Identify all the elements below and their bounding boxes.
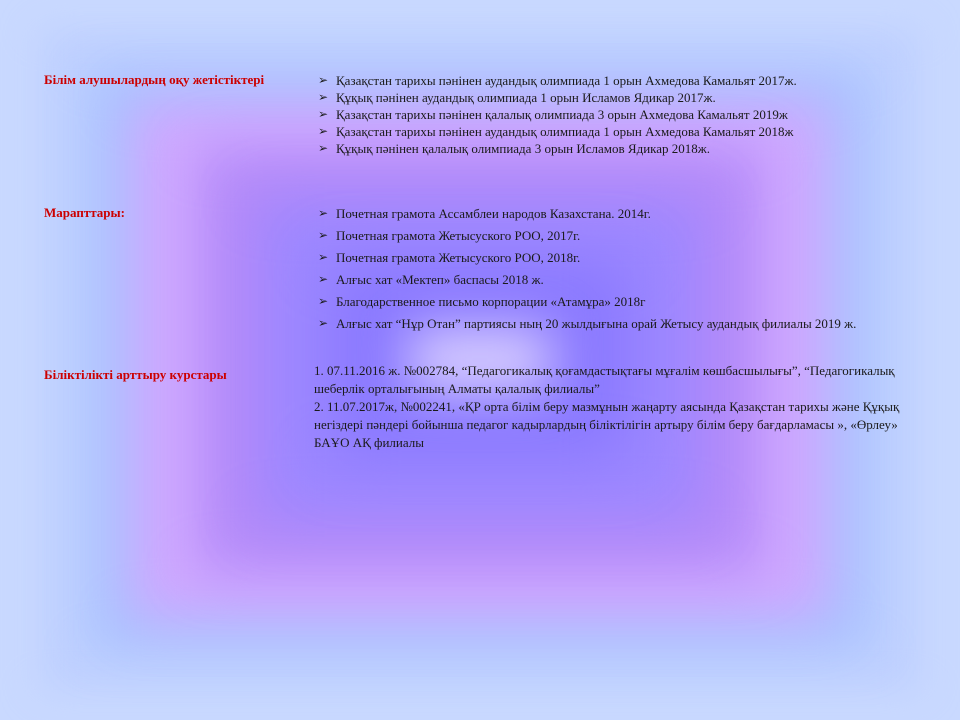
list-item: ➢ Құқық пәнінен аудандық олимпиада 1 орын Исламов Ядикар 2017ж. (318, 90, 716, 105)
list-item: ➢ Почетная грамота Жетысуского РОО, 2017г. (318, 228, 581, 243)
list-item: ➢ Алғыс хат “Нұр Отан” партиясы ның 20 жылдығына орай Жетысу аудандық филиалы 2019 ж. (318, 316, 857, 331)
arrowhead-bullet-icon: ➢ (318, 90, 329, 104)
arrowhead-bullet-icon: ➢ (318, 250, 329, 264)
arrowhead-bullet-icon: ➢ (318, 272, 329, 286)
awards-list (318, 205, 898, 337)
achievements-list (318, 72, 797, 157)
courses-text (314, 362, 914, 452)
course-entry: 2. 11.07.2017ж, №002241, «ҚР орта білім беру мазмұнын жаңарту аясында Қазақстан тарихы және Құқық негіздері пәндері бойынша педагог кадырлардың біліктілігін артыру білім беру бағдарламасы », «Өрлеу» БАҰО АҚ филиалы (314, 399, 900, 450)
list-item: ➢ Құқық пәнінен қалалық олимпиада 3 орын Исламов Ядикар 2018ж. (318, 141, 711, 156)
list-item: ➢ Алғыс хат «Мектеп» баспасы 2018 ж. (318, 272, 544, 287)
arrowhead-bullet-icon: ➢ (318, 107, 329, 121)
arrowhead-bullet-icon: ➢ (318, 206, 329, 220)
list-item: ➢ Почетная грамота Жетысуского РОО, 2018г. (318, 250, 581, 265)
arrowhead-bullet-icon: ➢ (318, 228, 329, 242)
arrowhead-bullet-icon: ➢ (318, 73, 329, 87)
course-entry: 1. 07.11.2016 ж. №002784, “Педагогикалық қоғамдастықтағы мұғалім көшбасшылығы”, “Педагогикалық шеберлік орталығының Алматы қалалық филиалы” (314, 363, 895, 396)
list-item: ➢ Қазақстан тарихы пәнінен қалалық олимпиада 3 орын Ахмедова Камальят 2019ж (318, 107, 788, 122)
arrowhead-bullet-icon: ➢ (318, 294, 329, 308)
courses-label: Біліктілікті арттыру курстары (44, 367, 227, 382)
arrowhead-bullet-icon: ➢ (318, 141, 329, 155)
achievements-label: Білім алушылардың оқу жетістіктері (44, 72, 265, 87)
arrowhead-bullet-icon: ➢ (318, 316, 329, 330)
list-item: ➢ Қазақстан тарихы пәнінен аудандық олимпиада 1 орын Ахмедова Камальят 2018ж (318, 124, 794, 139)
awards-label: Марапттары: (44, 205, 125, 220)
list-item: ➢ Почетная грамота Ассамблеи народов Казахстана. 2014г. (318, 206, 651, 221)
list-item: ➢ Благодарственное письмо корпорации «Атамұра» 2018г (318, 294, 646, 309)
list-item: ➢ Қазақстан тарихы пәнінен аудандық олимпиада 1 орын Ахмедова Камальят 2017ж. (318, 73, 797, 88)
arrowhead-bullet-icon: ➢ (318, 124, 329, 138)
